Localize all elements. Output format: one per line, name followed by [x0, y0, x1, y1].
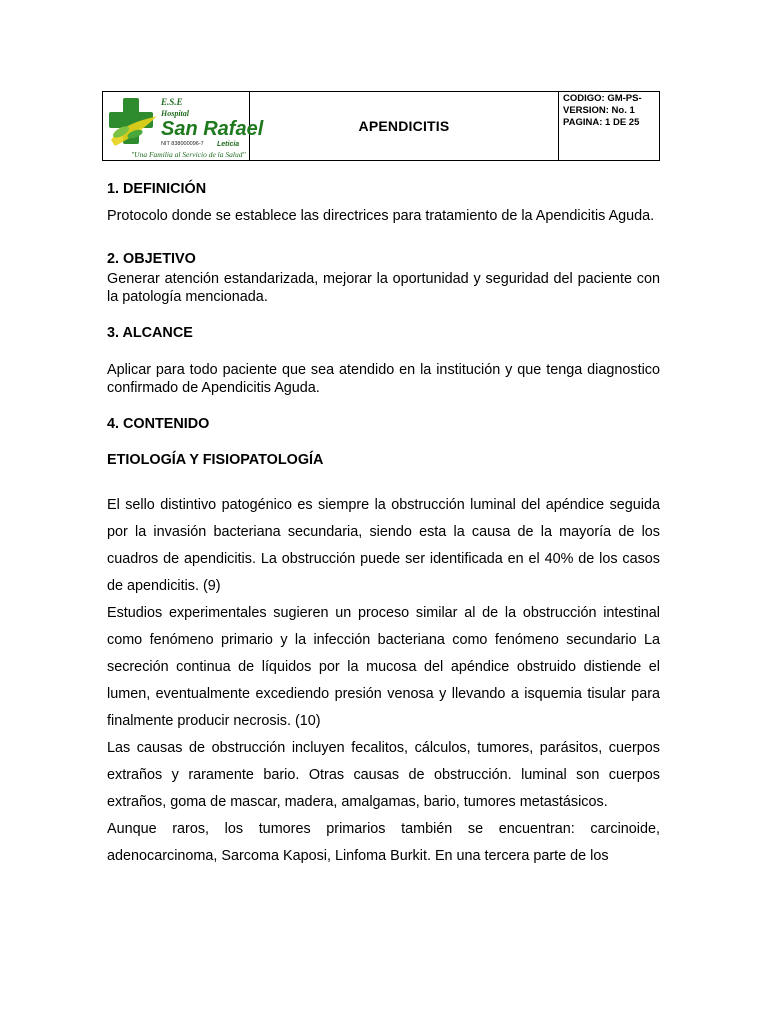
etiologia-paragraph-2: Estudios experimentales sugieren un proceso similar al de la obstrucción intestinal como fenómeno primario y la infección bacteriana como fenómeno secundario La secreción continua de líquidos por la mucosa del apéndice obstruido distiende el lumen, eventualmente excediendo presión venosa y llevando a isquemia tisular para finalmente producir necrosis. (10)	[107, 605, 660, 729]
objetivo-paragraph: Generar atención estandarizada, mejorar la oportunidad y seguridad del paciente con la patología mencionada.	[107, 271, 660, 305]
etiologia-paragraph-3: Las causas de obstrucción incluyen fecalitos, cálculos, tumores, parásitos, cuerpos extraños y raramente bario. Otras causas de obstrucción. luminal son cuerpos extraños, goma de mascar, madera, amalgamas, bario, tumores metastásicos.	[107, 740, 660, 810]
document-page-number: PAGINA: 1 DE 25	[563, 117, 640, 128]
svg-text:San Rafael: San Rafael	[161, 118, 264, 140]
svg-text:E.S.E: E.S.E	[161, 97, 183, 107]
etiologia-paragraph-4: Aunque raros, los tumores primarios también se encuentran: carcinoide, adenocarcinoma, Sarcoma Kaposi, Linfoma Burkit. En una tercera parte de los	[107, 821, 660, 864]
section-heading-etiologia: ETIOLOGÍA Y FISIOPATOLOGÍA	[107, 452, 324, 468]
document-header-table	[102, 91, 660, 161]
document-version: VERSION: No. 1	[563, 105, 635, 116]
document-title: APENDICITIS	[250, 92, 559, 160]
section-heading-objetivo: 2. OBJETIVO	[107, 251, 196, 267]
svg-text:Leticia: Leticia	[217, 141, 240, 148]
definicion-paragraph: Protocolo donde se establece las directrices para tratamiento de la Apendicitis Aguda.	[107, 208, 655, 224]
svg-text:NIT 838000096-7: NIT 838000096-7	[161, 141, 204, 147]
svg-text:"Una Familia al Servicio de la: "Una Familia al Servicio de la Salud"	[131, 150, 246, 159]
svg-text:Hospital: Hospital	[161, 109, 190, 118]
document-code: CODIGO: GM-PS-	[563, 93, 642, 104]
alcance-paragraph: Aplicar para todo paciente que sea atendido en la institución y que tenga diagnostico confirmado de Apendicitis Aguda.	[107, 362, 660, 396]
hospital-logo-icon	[105, 94, 264, 160]
section-heading-contenido: 4. CONTENIDO	[107, 416, 210, 432]
section-heading-alcance: 3. ALCANCE	[107, 325, 193, 341]
document-meta	[559, 92, 659, 160]
section-heading-definicion: 1. DEFINICIÓN	[107, 181, 207, 197]
document-body	[107, 175, 660, 870]
hospital-logo-cell	[103, 92, 264, 160]
etiologia-paragraph-1: El sello distintivo patogénico es siempre la obstrucción luminal del apéndice seguida por la invasión bacteriana secundaria, siendo esta la causa de la mayoría de los cuadros de apendicitis. La obstrucción puede ser identificada en el 40% de los casos de apendicitis. (9)	[107, 497, 660, 594]
